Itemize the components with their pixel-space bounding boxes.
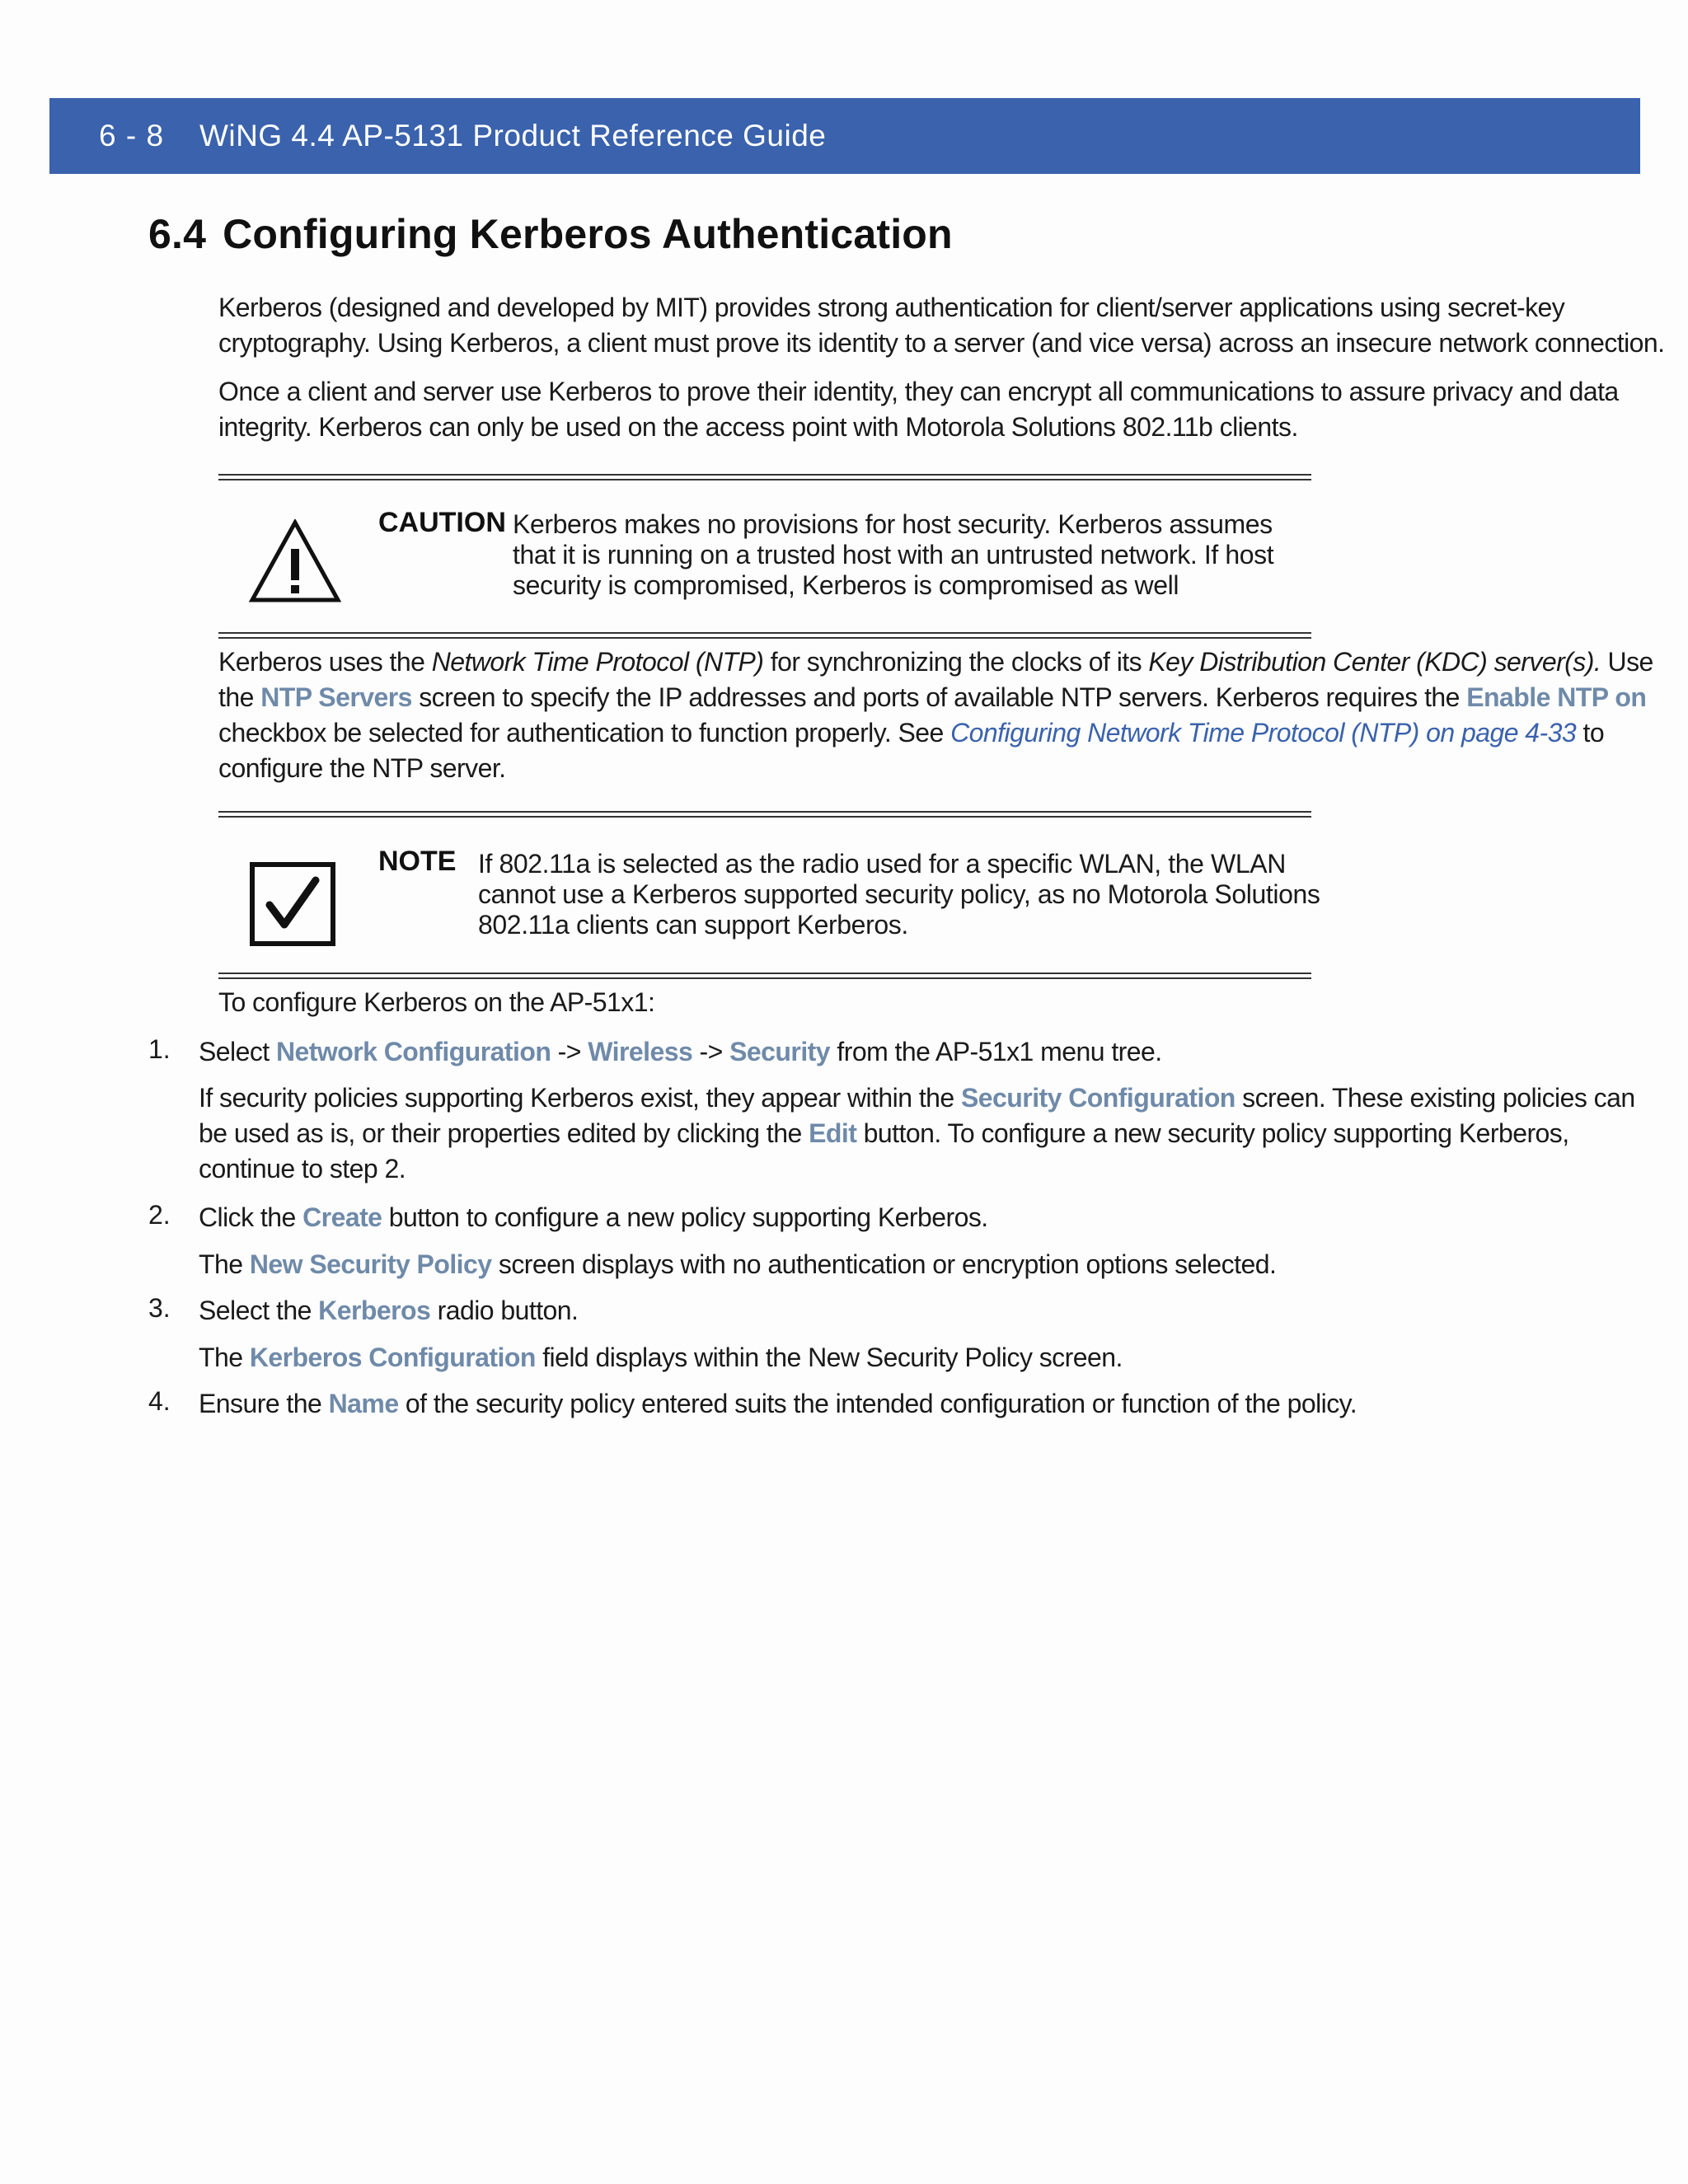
text-line: checkbox be selected for authentication to function properly. See Configuring Network Time Protocol (NTP) on page 4-33 to bbox=[218, 718, 1605, 748]
text-line: Kerberos (designed and developed by MIT) provides strong authentication for client/server applications using secret-key bbox=[218, 293, 1565, 322]
ui-term-enable-ntp-on: Enable NTP on bbox=[1466, 682, 1647, 712]
step-3-text: Select the Kerberos radio button. bbox=[199, 1296, 579, 1325]
intro-paragraph-2 bbox=[218, 374, 1619, 445]
checkmark-box-icon bbox=[250, 862, 335, 950]
ui-term-create: Create bbox=[302, 1202, 382, 1232]
caution-bottom-rule bbox=[218, 632, 1311, 639]
procedure-intro: To configure Kerberos on the AP-51x1: bbox=[218, 987, 655, 1017]
cross-reference-link[interactable]: Configuring Network Time Protocol (NTP) on page 4-33 bbox=[950, 718, 1577, 748]
note-bottom-rule bbox=[218, 972, 1311, 979]
step-4-text: Ensure the Name of the security policy entered suits the intended configuration or function of the policy. bbox=[199, 1389, 1357, 1418]
text-line: 802.11a clients can support Kerberos. bbox=[478, 910, 908, 940]
ui-term-network-configuration: Network Configuration bbox=[275, 1037, 551, 1066]
emphasis: Key Distribution Center (KDC) server(s). bbox=[1148, 647, 1601, 677]
emphasis: Network Time Protocol (NTP) bbox=[431, 647, 764, 677]
caution-top-rule bbox=[218, 474, 1311, 480]
ui-term-new-security-policy: New Security Policy bbox=[249, 1249, 492, 1279]
text-line: continue to step 2. bbox=[199, 1154, 406, 1183]
text-line: that it is running on a trusted host with an untrusted network. If host bbox=[513, 540, 1274, 569]
text-line: If security policies supporting Kerberos exist, they appear within the Security Configuration screen. These existing policies can bbox=[199, 1083, 1635, 1113]
text-line: cryptography. Using Kerberos, a client must prove its identity to a server (and vice versa) across an insecure network connection. bbox=[218, 328, 1665, 358]
section-heading bbox=[148, 210, 953, 258]
step-number: 3. bbox=[148, 1293, 171, 1323]
ui-term-ntp-servers: NTP Servers bbox=[260, 682, 412, 712]
text-line: Kerberos makes no provisions for host security. Kerberos assumes bbox=[513, 509, 1273, 539]
text-line: Kerberos uses the Network Time Protocol (NTP) for synchronizing the clocks of its Key Distribution Center (KDC) server(s). Use bbox=[218, 647, 1653, 677]
step-2-text: Click the Create button to configure a new policy supporting Kerberos. bbox=[199, 1202, 988, 1232]
ui-term-security: Security bbox=[729, 1037, 831, 1066]
text-line: If 802.11a is selected as the radio used for a specific WLAN, the WLAN bbox=[478, 849, 1286, 879]
text-line: configure the NTP server. bbox=[218, 753, 506, 783]
text-line: be used as is, or their properties edited by clicking the Edit button. To configure a new security policy supporting Kerberos, bbox=[199, 1118, 1569, 1148]
page-number: 6 - 8 bbox=[99, 119, 165, 152]
step-3-detail: The Kerberos Configuration field displays within the New Security Policy screen. bbox=[199, 1343, 1123, 1372]
text-line: integrity. Kerberos can only be used on the access point with Motorola Solutions 802.11b clients. bbox=[218, 412, 1298, 442]
text-line: cannot use a Kerberos supported security policy, as no Motorola Solutions bbox=[478, 879, 1320, 909]
ui-term-wireless: Wireless bbox=[588, 1037, 693, 1066]
note-top-rule bbox=[218, 811, 1311, 818]
page-header bbox=[49, 98, 1640, 174]
caution-text bbox=[513, 509, 1273, 601]
step-1-text: Select Network Configuration -> Wireless -> Security from the AP-51x1 menu tree. bbox=[199, 1037, 1162, 1066]
ui-term-kerberos: Kerberos bbox=[318, 1296, 431, 1325]
warning-triangle-icon bbox=[249, 519, 341, 609]
note-label: NOTE bbox=[378, 846, 457, 877]
guide-title: WiNG 4.4 AP-5131 Product Reference Guide bbox=[199, 119, 827, 152]
ui-term-name: Name bbox=[328, 1389, 399, 1418]
ntp-paragraph bbox=[218, 644, 1653, 786]
intro-paragraph-1 bbox=[218, 290, 1665, 361]
step-number: 4. bbox=[148, 1386, 171, 1416]
ui-term-security-configuration: Security Configuration bbox=[961, 1083, 1236, 1113]
ui-term-kerberos-configuration: Kerberos Configuration bbox=[249, 1343, 536, 1372]
text-line: security is compromised, Kerberos is compromised as well bbox=[513, 570, 1179, 600]
step-1-detail bbox=[199, 1080, 1635, 1187]
section-title: Configuring Kerberos Authentication bbox=[223, 211, 953, 257]
section-number: 6.4 bbox=[148, 211, 207, 257]
note-text bbox=[478, 849, 1320, 940]
text-line: Once a client and server use Kerberos to prove their identity, they can encrypt all communications to assure privacy and data bbox=[218, 377, 1619, 406]
step-number: 2. bbox=[148, 1200, 171, 1230]
ui-term-edit: Edit bbox=[809, 1118, 857, 1148]
step-number: 1. bbox=[148, 1034, 171, 1064]
caution-label: CAUTION bbox=[378, 507, 506, 538]
text-line: the NTP Servers screen to specify the IP addresses and ports of available NTP servers. Kerberos requires the Enable NTP on bbox=[218, 682, 1647, 712]
step-2-detail: The New Security Policy screen displays with no authentication or encryption options selected. bbox=[199, 1249, 1277, 1279]
